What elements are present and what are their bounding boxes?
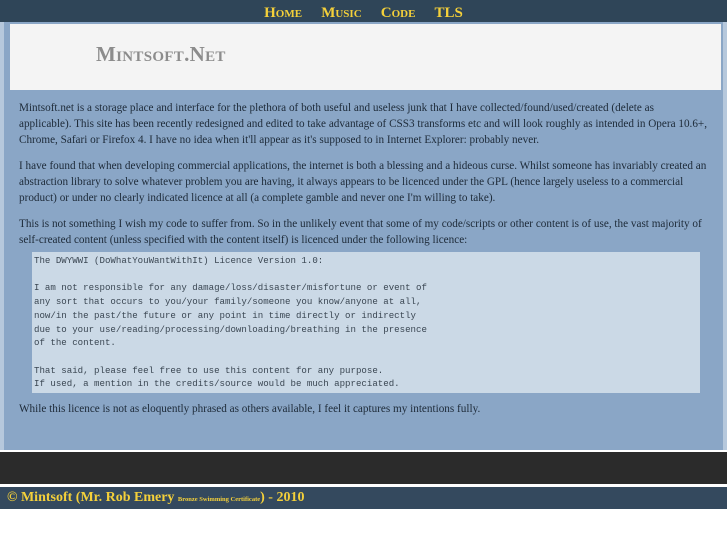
top-navigation [0, 0, 727, 22]
licence-intro-paragraph: This is not something I wish my code to suffer from. So in the unlikely event that some of my code/scripts or other content is of use, the vast majority of self-created content (unless specified with the content itself) is licenced under the following licence: [19, 218, 702, 246]
licensing-paragraph: I have found that when developing commercial applications, the internet is both a blessing and a hideous curse. Whilst someone has invariably created an abstraction library to solve whatever problem you are having, it always appears to be licenced under the GPL (hence largely useless to a commercial product) or under no clearly indicated licence at all (a complete gamble and never one I'm willing to take). [19, 160, 707, 204]
licence-box [32, 252, 700, 393]
nav-link-tls[interactable]: TLS [434, 5, 463, 21]
licence-text: The DWYWWI (DoWhatYouWantWithIt) Licence Version 1.0: I am not responsible for any damage/loss/disaster/misfortune or event of any sort that occurs to you/your family/someone you know/anyone at all, now/in the past/the future or any point in time directly or indirectly due to your use/reading/processing/downloading/breathing in the presence of the content. That said, please feel free to use this content for any purpose. If used, a mention in the credits/source would be much appreciated. [34, 255, 427, 390]
copyright-small-text: Bronze Swimming Certificate [177, 496, 261, 503]
content-text [19, 100, 709, 427]
site-header [10, 24, 721, 90]
copyright-suffix: ) - 2010 [260, 490, 305, 505]
closing-paragraph: While this licence is not as eloquently phrased as others available, I feel it captures my intentions fully. [19, 403, 481, 416]
copyright-prefix: © Mintsoft (Mr. Rob Emery [7, 490, 178, 505]
site-title: Mintsoft.Net [96, 42, 226, 66]
main-content [0, 22, 727, 450]
dark-band [0, 452, 727, 484]
footer [0, 487, 727, 509]
intro-paragraph: Mintsoft.net is a storage place and interface for the plethora of both useful and useless junk that I have collected/found/used/created (delete as applicable). This site has been recently redesigned and edited to take advantage of CSS3 transforms etc and will look roughly as intended in Opera 10.6+, Chrome, Safari or Firefox 4. I have no idea when it'll appear as it's supposed to in Internet Explorer: probably never. [19, 102, 708, 146]
nav-links [257, 0, 470, 22]
nav-link-home[interactable]: Home [264, 5, 303, 21]
nav-link-music[interactable]: Music [321, 5, 362, 21]
copyright-text [7, 490, 304, 506]
nav-link-code[interactable]: Code [380, 5, 416, 21]
